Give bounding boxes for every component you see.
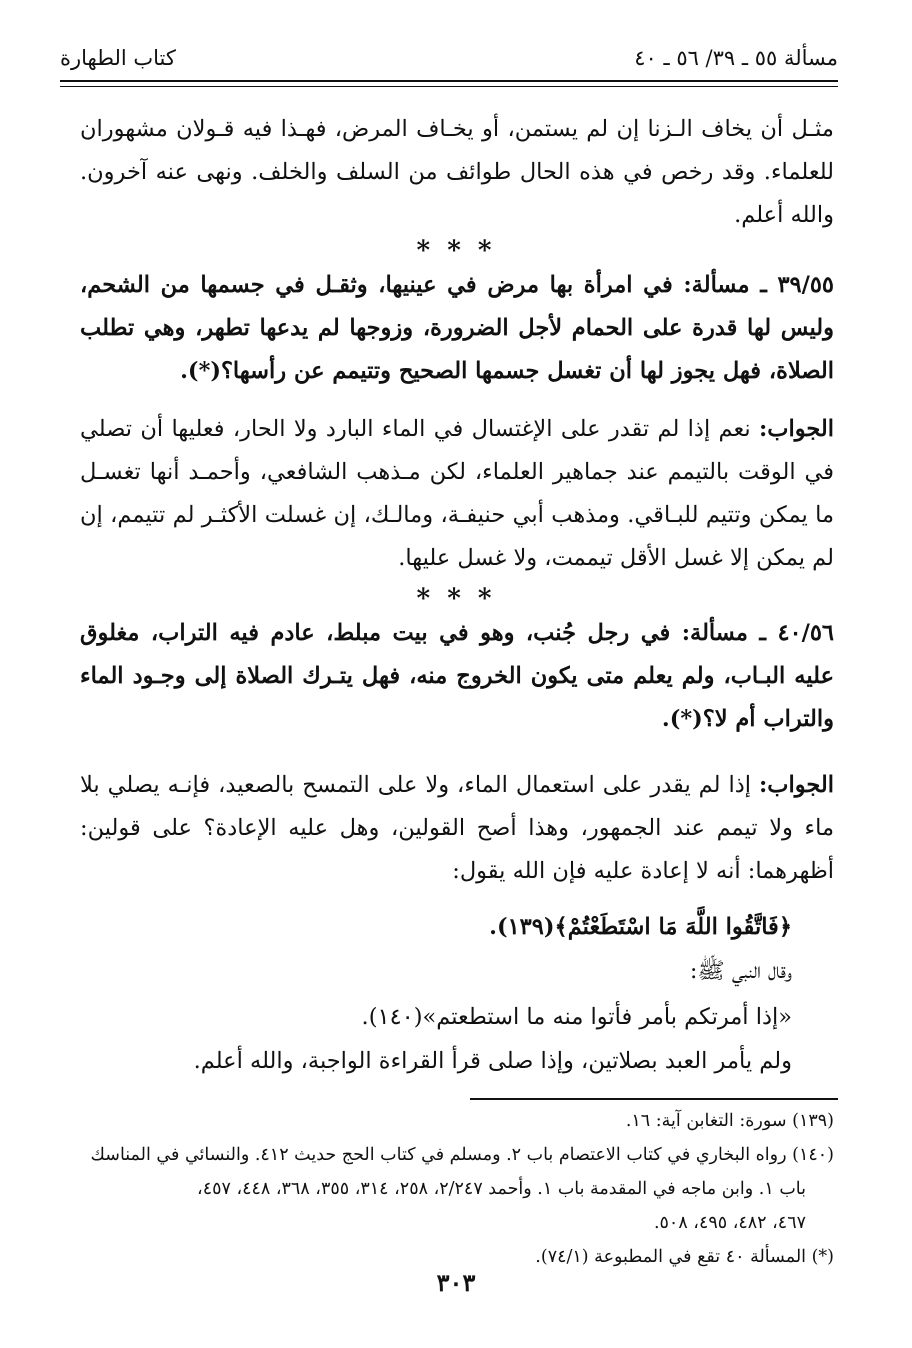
question-55: ٣٩/٥٥ ـ مسألة: في امرأة بها مرض في عينيها، وثقـل في جسمها من الشحم، وليس لها قدرة على الحمام لأجل الضرورة، وزوجها لم يدعها تطهر، وهي تطلب الصلاة، فهل يجوز لها أن تغسل جسمها الصحيح وتتيمم عن رأسها؟(*). <box>80 272 834 384</box>
answer-label: الجواب: <box>759 416 834 442</box>
section-separator: * * * <box>416 236 496 266</box>
closing-line: ولم يأمر العبد بصلاتين، وإذا صلى قرأ القراءة الواجبة، والله أعلم. <box>193 1048 792 1074</box>
footnote-140-line2: باب ١. وابن ماجه في المقدمة باب ١. وأحمد ٢/٢٤٧، ٢٥٨، ٣١٤، ٣٥٥، ٣٦٨، ٤٤٨، ٤٥٧، <box>197 1179 806 1199</box>
hadith-quote: «إذا أمرتكم بأمر فأتوا منه ما استطعتم»(١٤٠). <box>361 1004 792 1030</box>
header-rule-thin <box>60 86 838 87</box>
footnote-139: (١٣٩) سورة: التغابن آية: ١٦. <box>625 1111 834 1131</box>
footnote-140-line1: (١٤٠) رواه البخاري في كتاب الاعتصام باب ٢. ومسلم في كتاب الحج حديث ٤١٢. والنسائي في المناسك <box>90 1145 834 1165</box>
header-book-title: كتاب الطهارة <box>60 46 176 70</box>
footnote-rule <box>470 1098 838 1100</box>
answer-55 <box>80 408 834 580</box>
header-rule-thick <box>60 80 838 82</box>
header-issue-numbers: مسألة ٥٥ ـ ٣٩/ ٥٦ ـ ٤٠ <box>634 46 838 70</box>
running-header <box>60 38 838 78</box>
answer-55-text: نعم إذا لم تقدر على الإغتسال في الماء البارد ولا الحار، فعليها أن تصلي في الوقت بالتيمم عند جماهير العلماء، لكن مـذهب الشافعي، وأحمـد أنها تغسـل ما يمكن وتتيم للبـاقي. ومذهب أبي حنيفـة، ومالـك، إن غسلت الأكثـر لم تتيمم، إن لم يمكن إلا غسل الأقل تيممت، ولا غسل عليها. <box>80 416 834 571</box>
footnotes <box>70 1104 834 1274</box>
intro-paragraph: مثـل أن يخاف الـزنا إن لم يستمن، أو يخـاف المرض، فهـذا فيه قـولان مشهوران للعلماء. وقد رخص في هذه الحال طوائف من السلف والخلف. ونهى عنه آخرون. والله أعلم. <box>80 116 834 228</box>
quran-verse: ﴿فَاتَّقُوا اللَّهَ مَا اسْتَطَعْتُمْ﴾(١٣٩). <box>489 914 792 940</box>
prophet-intro: وقال النبي ﷺ: <box>689 958 792 984</box>
section-separator: * * * <box>416 584 496 614</box>
footnote-140-line3: ٤٦٧، ٤٨٢، ٤٩٥، ٥٠٨. <box>653 1213 806 1233</box>
answer-56-text: إذا لم يقدر على استعمال الماء، ولا على التمسح بالصعيد، فإنـه يصلي بلا ماء ولا تيمم عند الجمهور، وهذا أصح القولين، وهل عليه الإعادة؟ على قولين: أظهرهما: أنه لا إعادة عليه فإن الله يقول: <box>80 772 834 884</box>
question-56: ٤٠/٥٦ ـ مسألة: في رجل جُنب، وهو في بيت مبلط، عادم فيه التراب، مغلوق عليه البـاب، ولم يعلم متى يكون الخروج منه، فهل يتـرك الصلاة إلى وجـود الماء والتراب أم لا؟(*). <box>80 620 834 732</box>
footnote-star: (*) المسألة ٤٠ تقع في المطبوعة (٧٤/١). <box>535 1247 834 1267</box>
answer-56 <box>80 764 834 893</box>
answer-label: الجواب: <box>759 772 834 798</box>
page-number: ٣٠٣ <box>436 1268 476 1297</box>
